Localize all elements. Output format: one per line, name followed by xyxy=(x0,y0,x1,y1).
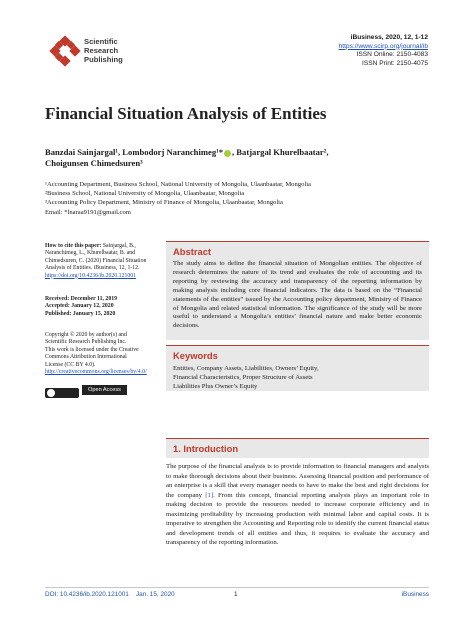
orcid-icon[interactable] xyxy=(224,150,231,157)
publisher-name xyxy=(84,37,123,64)
citation-doi-link[interactable]: https://doi.org/10.4236/ib.2020.121001 xyxy=(45,272,137,279)
authors-line-1b: , Batjargal Khurelbaatar², xyxy=(232,147,329,157)
journal-url-link[interactable]: https://www.scirp.org/journal/ib xyxy=(338,42,428,50)
affiliation-1: ¹Accounting Department, Business School, National University of Mongolia, Ulaanbaatar, Mongolia xyxy=(45,181,311,188)
keywords-line-2: Financial Characteristics, Proper Structure of Assets xyxy=(173,374,313,381)
license-line-3: License (CC BY 4.0). xyxy=(45,361,96,368)
publisher-line-3: Publishing xyxy=(84,55,123,64)
cc-by-icon[interactable] xyxy=(45,388,79,398)
author-list xyxy=(45,147,430,169)
dates-block xyxy=(45,296,165,318)
affiliation-2: ²Business School, National University of Mongolia, Ulaanbaatar, Mongolia xyxy=(45,190,245,198)
abstract-heading: Abstract xyxy=(166,241,429,260)
copyright-block xyxy=(45,332,165,376)
affiliation-3: ³Accounting Policy Department, Ministry of Finance of Mongolia, Ulaanbaatar, Mongolia xyxy=(45,199,283,207)
abstract-text: The study aims to define the financial situation of Mongolian entities. The objective of research determines the nature of its trend and evaluates the role of accounting and its reporting by reviewing the accuracy and transparency of the reporting information by making analysis including core financial indicators. The data is based on the “Financial statements of the entities” issued by the Accounting policy department, Ministry of Finance of Mongolia and related statistical information. The significance of the study will be more useful to understand a Mongolia’s entities’ financial nature and make better economic decisions. xyxy=(173,260,422,330)
introduction-heading: 1. Introduction xyxy=(166,438,429,458)
copyright-line-1: Copyright © 2020 by author(s) and xyxy=(45,332,127,338)
keywords-box xyxy=(166,345,429,391)
intro-text-part-b: . From this concept, financial reporting analysis plays an important role in making decision to provide the resources needed to increase corporate efficiency and in maximizing profitability by increasing production with minimal labor and capital costs. It is imperative to strengthen the Accounting and Reporting role to identify the current financial status and development trends of all entities and thus, it requires to evaluate the accuracy and transparency of the reporting information. xyxy=(166,491,429,546)
footer-journal: iBusiness xyxy=(401,591,429,598)
publisher-logo-icon xyxy=(47,35,83,71)
license-url-link[interactable]: http://creativecommons.org/licenses/by/4.0/ xyxy=(45,369,147,376)
keywords-line-3: Liabilities Plus Owner’s Equity xyxy=(173,383,258,390)
license-line-2: Commons Attribution International xyxy=(45,354,127,361)
reference-link[interactable]: [1] xyxy=(205,491,214,499)
journal-issue: iBusiness, 2020, 12, 1-12 xyxy=(350,34,428,41)
issn-online: ISSN Online: 2150-4083 xyxy=(356,51,428,59)
open-access-badge[interactable]: Open Access xyxy=(82,385,127,395)
citation-text: Sainjargal, B., Naranchimeg, L., Khurelbaatar, B. and Chimedsuren, C. (2020) Financial Situation Analysis of Entities. iBusiness, 12, 1-12. xyxy=(45,243,147,272)
page-number: 1 xyxy=(234,591,238,598)
introduction-text xyxy=(166,462,429,548)
license-badges xyxy=(45,385,137,395)
author-email[interactable]: Email: *lnaraa9191@gmail.com xyxy=(45,208,131,216)
license-line-1: This work is licensed under the Creative xyxy=(45,346,139,353)
received-date: Received: December 11, 2019 xyxy=(45,296,118,302)
publisher-line-2: Research xyxy=(84,46,119,55)
issn-print: ISSN Print: 2150-4075 xyxy=(362,59,428,67)
accepted-date: Accepted: January 12, 2020 xyxy=(45,303,114,310)
authors-line-2: Choigunsen Chimedsuren³ xyxy=(45,158,143,168)
keywords-line-1: Entities, Company Assets, Liabilities, Owners’ Equity, xyxy=(173,365,319,372)
intro-text-part-a: The purpose of the financial analysis is to provide information to financial managers and analysts to make thorough decisions about their business. Assessing financial position and performance of an enterprise is a skill that every manager needs to have to make the best and right decisions for the company xyxy=(166,463,429,499)
footer-divider xyxy=(45,587,429,588)
paper-title: Financial Situation Analysis of Entities xyxy=(45,104,327,123)
journal-info xyxy=(238,34,428,68)
copyright-line-2: Scientific Research Publishing Inc. xyxy=(45,339,127,346)
citation-block xyxy=(45,243,165,280)
authors-line-1a: Banzdai Sainjargal¹, Lombodorj Naranchimeg¹* xyxy=(45,147,223,157)
keywords-text xyxy=(166,364,429,391)
citation-label: How to cite this paper: xyxy=(45,243,102,249)
affiliations xyxy=(45,180,435,217)
publisher-line-1: Scientific xyxy=(84,37,118,46)
keywords-heading: Keywords xyxy=(166,345,429,364)
footer-doi[interactable]: DOI: 10.4236/ib.2020.121001 Jan. 15, 2020 xyxy=(45,591,175,598)
published-date: Published: January 15, 2020 xyxy=(45,310,116,317)
abstract-box xyxy=(166,241,429,340)
